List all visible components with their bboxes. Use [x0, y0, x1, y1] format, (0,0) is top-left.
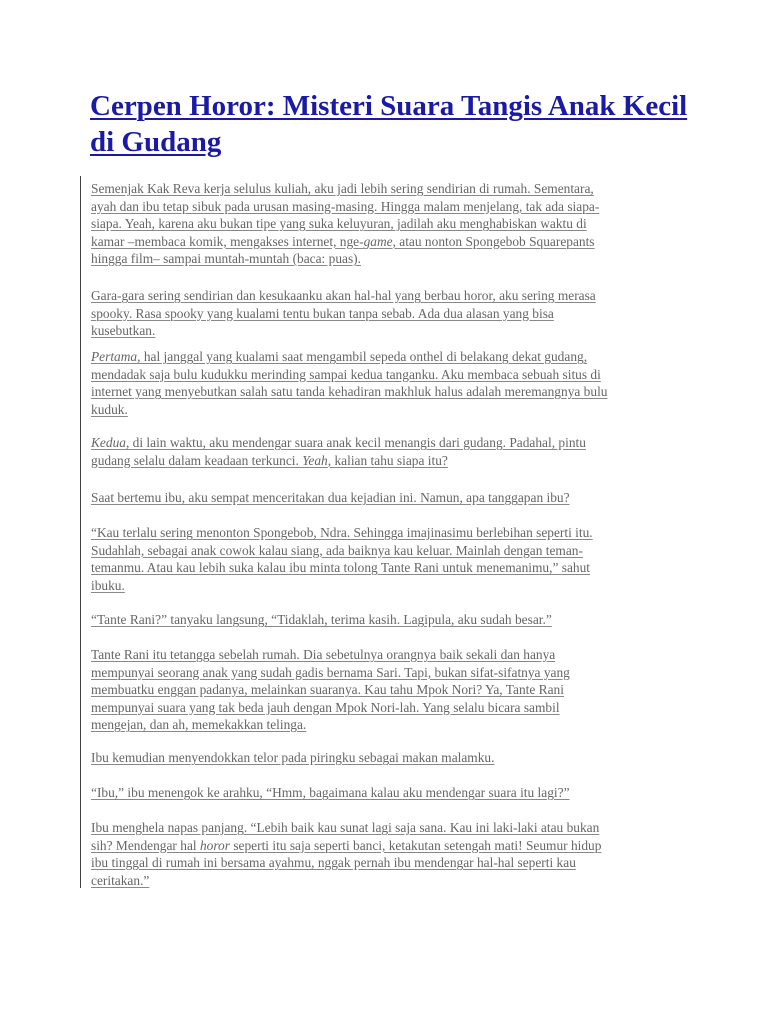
- paragraph[interactable]: [91, 749, 494, 767]
- paragraph-line: spooky. Rasa spooky yang kualami tentu bukan tanpa sebab. Ada dua alasan yang bisa: [91, 305, 554, 321]
- paragraph-line: sih? Mendengar hal horor seperti itu saja seperti banci, ketakutan setengah mati! Seumur hidup: [91, 837, 602, 853]
- italic-text: horor: [199, 837, 230, 853]
- paragraph-line: hingga film– sampai muntah-muntah (baca: puas).: [91, 251, 361, 266]
- paragraph[interactable]: [91, 287, 596, 340]
- italic-text: Yeah: [302, 452, 328, 468]
- paragraph-line: Gara-gara sering sendirian dan kesukaanku akan hal-hal yang berbau horor, aku sering merasa: [91, 288, 596, 303]
- paragraph-line: “Ibu,” ibu menengok ke arahku, “Hmm, bagaimana kalau aku mendengar suara itu lagi?”: [91, 785, 570, 800]
- article-body: [80, 176, 681, 888]
- paragraph-line: kusebutkan.: [91, 323, 156, 338]
- paragraph[interactable]: [91, 489, 570, 507]
- paragraph[interactable]: [91, 524, 593, 594]
- paragraph[interactable]: [91, 434, 586, 469]
- paragraph-line: mengejan, dan ah, memekakkan telinga.: [91, 717, 307, 732]
- paragraph[interactable]: [91, 348, 607, 418]
- paragraph-line: membuatku enggan padanya, melainkan suaranya. Kau tahu Mpok Nori? Ya, Tante Rani: [91, 682, 564, 697]
- article-title[interactable]: Cerpen Horor: Misteri Suara Tangis Anak Kecil di Gudang: [90, 90, 688, 158]
- paragraph-line: internet yang menyebutkan salah satu tanda kehadiran makhluk halus adalah meremangnya bulu: [91, 384, 608, 399]
- paragraph-line: mempunyai suara yang tak beda jauh dengan Mpok Nori-lah. Yang selalu bicara sambil: [91, 699, 560, 715]
- italic-text: Kedua: [91, 435, 126, 450]
- paragraph-line: Tante Rani itu tetangga sebelah rumah. Dia sebetulnya orangnya baik sekali dan hanya: [91, 647, 556, 662]
- paragraph-line: mendadak saja bulu kudukku merinding sampai kedua tanganku. Aku membaca sebuah situs di: [91, 366, 601, 382]
- paragraph-line: Pertama, hal janggal yang kualami saat mengambil sepeda onthel di belakang dekat gudang,: [91, 349, 588, 364]
- paragraph-line: ceritakan.”: [91, 872, 150, 888]
- paragraph-line: “Kau terlalu sering menonton Spongebob, Ndra. Sehingga imajinasimu berlebihan seperti itu.: [91, 525, 593, 540]
- paragraph-line: kamar –membaca komik, mengakses internet, nge-game, atau nonton Spongebob Squarepants: [91, 233, 595, 249]
- paragraph-line: Kedua, di lain waktu, aku mendengar suara anak kecil menangis dari gudang. Padahal, pintu: [91, 435, 586, 450]
- paragraph[interactable]: [91, 611, 552, 629]
- paragraph-line: Ibu kemudian menyendokkan telor pada piringku sebagai makan malamku.: [91, 750, 495, 765]
- paragraph-line: siapa. Yeah, karena aku bukan tipe yang suka keluyuran, jadilah aku menghabiskan waktu di: [91, 216, 587, 231]
- paragraph-line: temanmu. Atau kau lebih suka kalau ibu minta tolong Tante Rani untuk menemanimu,” sahut: [91, 560, 591, 575]
- paragraph-line: mempunyai seorang anak yang sudah gadis bernama Sari. Tapi, bukan sifat-sifatnya yang: [91, 664, 570, 680]
- italic-text: game: [363, 233, 393, 249]
- paragraph-line: ibu tinggal di rumah ini bersama ayahmu, nggak pernah ibu mendengar hal-hal seperti kau: [91, 855, 576, 870]
- paragraph[interactable]: [91, 784, 570, 802]
- paragraph-line: Semenjak Kak Reva kerja selulus kuliah, aku jadi lebih sering sendirian di rumah. Sementara,: [91, 181, 594, 196]
- paragraph[interactable]: [91, 180, 599, 268]
- paragraph-line: ayah dan ibu tetap sibuk pada urusan masing-masing. Hingga malam menjelang, tak ada siapa-: [91, 198, 600, 214]
- italic-text: Pertama: [91, 349, 138, 364]
- paragraph-line: ibuku.: [91, 577, 125, 593]
- paragraph-line: Ibu menghela napas panjang. “Lebih baik kau sunat lagi saja sana. Kau ini laki-laki atau bukan: [91, 820, 600, 835]
- paragraph-line: Saat bertemu ibu, aku sempat menceritakan dua kejadian ini. Namun, apa tanggapan ibu?: [91, 490, 570, 505]
- paragraph[interactable]: [91, 819, 601, 889]
- paragraph-line: “Tante Rani?” tanyaku langsung, “Tidaklah, terima kasih. Lagipula, aku sudah besar.”: [91, 612, 552, 627]
- paragraph[interactable]: [91, 646, 570, 734]
- paragraph-line: Sudahlah, sebagai anak cowok kalau siang, ada baiknya kau keluar. Mainlah dengan teman-: [91, 542, 583, 558]
- paragraph-line: gudang selalu dalam keadaan terkunci. Yeah, kalian tahu siapa itu?: [91, 452, 448, 468]
- paragraph-line: kuduk.: [91, 401, 128, 417]
